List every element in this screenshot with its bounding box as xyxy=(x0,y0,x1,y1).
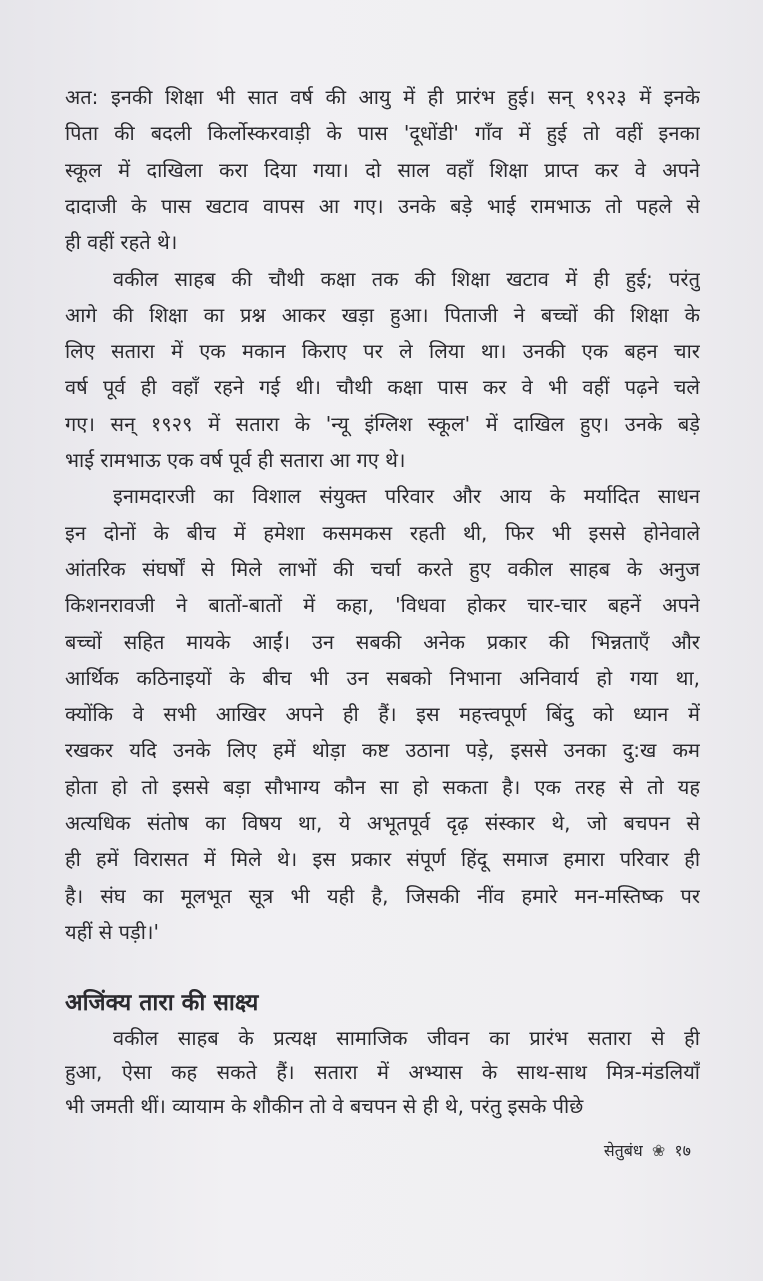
text-line: आर्थिक कठिनाइयों के बीच भी उन सबको निभाना अनिवार्य हो गया था, xyxy=(65,665,700,690)
text-line: रखकर यदि उनके लिए हमें थोड़ा कष्ट उठाना पड़े, इससे उनका दु:ख कम xyxy=(65,738,700,763)
text-line: क्योंकि वे सभी आखिर अपने ही हैं। इस महत्त्वपूर्ण बिंदु को ध्यान में xyxy=(65,702,700,727)
text-line: दादाजी के पास खटाव वापस आ गए। उनके बड़े भाई रामभाऊ तो पहले से xyxy=(65,193,700,218)
text-line: किशनरावजी ने बातों-बातों में कहा, 'विधवा होकर चार-चार बहनें अपने xyxy=(65,593,700,618)
text-line: गए। सन् १९२९ में सतारा के 'न्यू इंग्लिश स्कूल' में दाखिल हुए। उनके बड़े xyxy=(65,411,700,436)
text-line: लिए सतारा में एक मकान किराए पर ले लिया था। उनकी एक बहन चार xyxy=(65,339,700,364)
text-line: आगे की शिक्षा का प्रश्न आकर खड़ा हुआ। पिताजी ने बच्चों की शिक्षा के xyxy=(65,302,700,327)
text-line: स्कूल में दाखिला करा दिया गया। दो साल वहाँ शिक्षा प्राप्त कर वे अपने xyxy=(65,157,700,182)
text-line: भाई रामभाऊ एक वर्ष पूर्व ही सतारा आ गए थे। xyxy=(65,448,406,472)
text-line: अत: इनकी शिक्षा भी सात वर्ष की आयु में ही प्रारंभ हुई। सन् १९२३ में इनके xyxy=(65,85,700,109)
text-line: भी जमती थीं। व्यायाम के शौकीन तो वे बचपन से ही थे, परंतु इसके पीछे xyxy=(65,1094,584,1118)
page-footer xyxy=(604,1139,691,1161)
text-line: ही हमें विरासत में मिले थे। इस प्रकार संपूर्ण हिंदू समाज हमारा परिवार ही xyxy=(65,847,700,872)
text-line: वर्ष पूर्व ही वहाँ रहने गई थी। चौथी कक्षा पास कर वे भी वहीं पढ़ने चले xyxy=(65,375,700,400)
text-line: अत्यधिक संतोष का विषय था, ये अभूतपूर्व दृढ़ संस्कार थे, जो बचपन से xyxy=(65,811,700,835)
text-line: हुआ, ऐसा कह सकते हैं। सतारा में अभ्यास के साथ-साथ मित्र-मंडलियाँ xyxy=(65,1060,700,1084)
text-line: है। संघ का मूलभूत सूत्र भी यही है, जिसकी नींव हमारे मन-मस्तिष्क पर xyxy=(65,883,700,908)
text-line: बच्चों सहित मायके आईं। उन सबकी अनेक प्रकार की भिन्नताएँ और xyxy=(65,629,700,654)
book-title: सेतुबंध xyxy=(603,1141,643,1160)
text-line: वकील साहब के प्रत्यक्ष सामाजिक जीवन का प्रारंभ सतारा से ही xyxy=(113,1026,700,1050)
text-line: इनामदारजी का विशाल संयुक्त परिवार और आय के मर्यादित साधन xyxy=(113,484,700,509)
text-line: ही वहीं रहते थे। xyxy=(65,230,178,255)
text-line: होता हो तो इससे बड़ा सौभाग्य कौन सा हो सकता है। एक तरह से तो यह xyxy=(65,774,700,799)
text-line: पिता की बदली किर्लोस्करवाड़ी के पास 'दूधोंडी' गाँव में हुई तो वहीं इनका xyxy=(65,121,700,146)
flower-ornament-icon: ❀ xyxy=(651,1141,666,1160)
text-line: वकील साहब की चौथी कक्षा तक की शिक्षा खटाव में ही हुई; परंतु xyxy=(113,266,700,291)
page-number: १७ xyxy=(674,1141,691,1160)
section-heading: अजिंक्य तारा की साक्ष्य xyxy=(65,990,259,1016)
text-line: इन दोनों के बीच में हमेशा कसमकस रहती थी, फिर भी इससे होनेवाले xyxy=(65,520,700,545)
text-line: यहीं से पड़ी।' xyxy=(65,919,159,944)
text-line: आंतरिक संघर्षों से मिले लाभों की चर्चा करते हुए वकील साहब के अनुज xyxy=(65,556,700,581)
